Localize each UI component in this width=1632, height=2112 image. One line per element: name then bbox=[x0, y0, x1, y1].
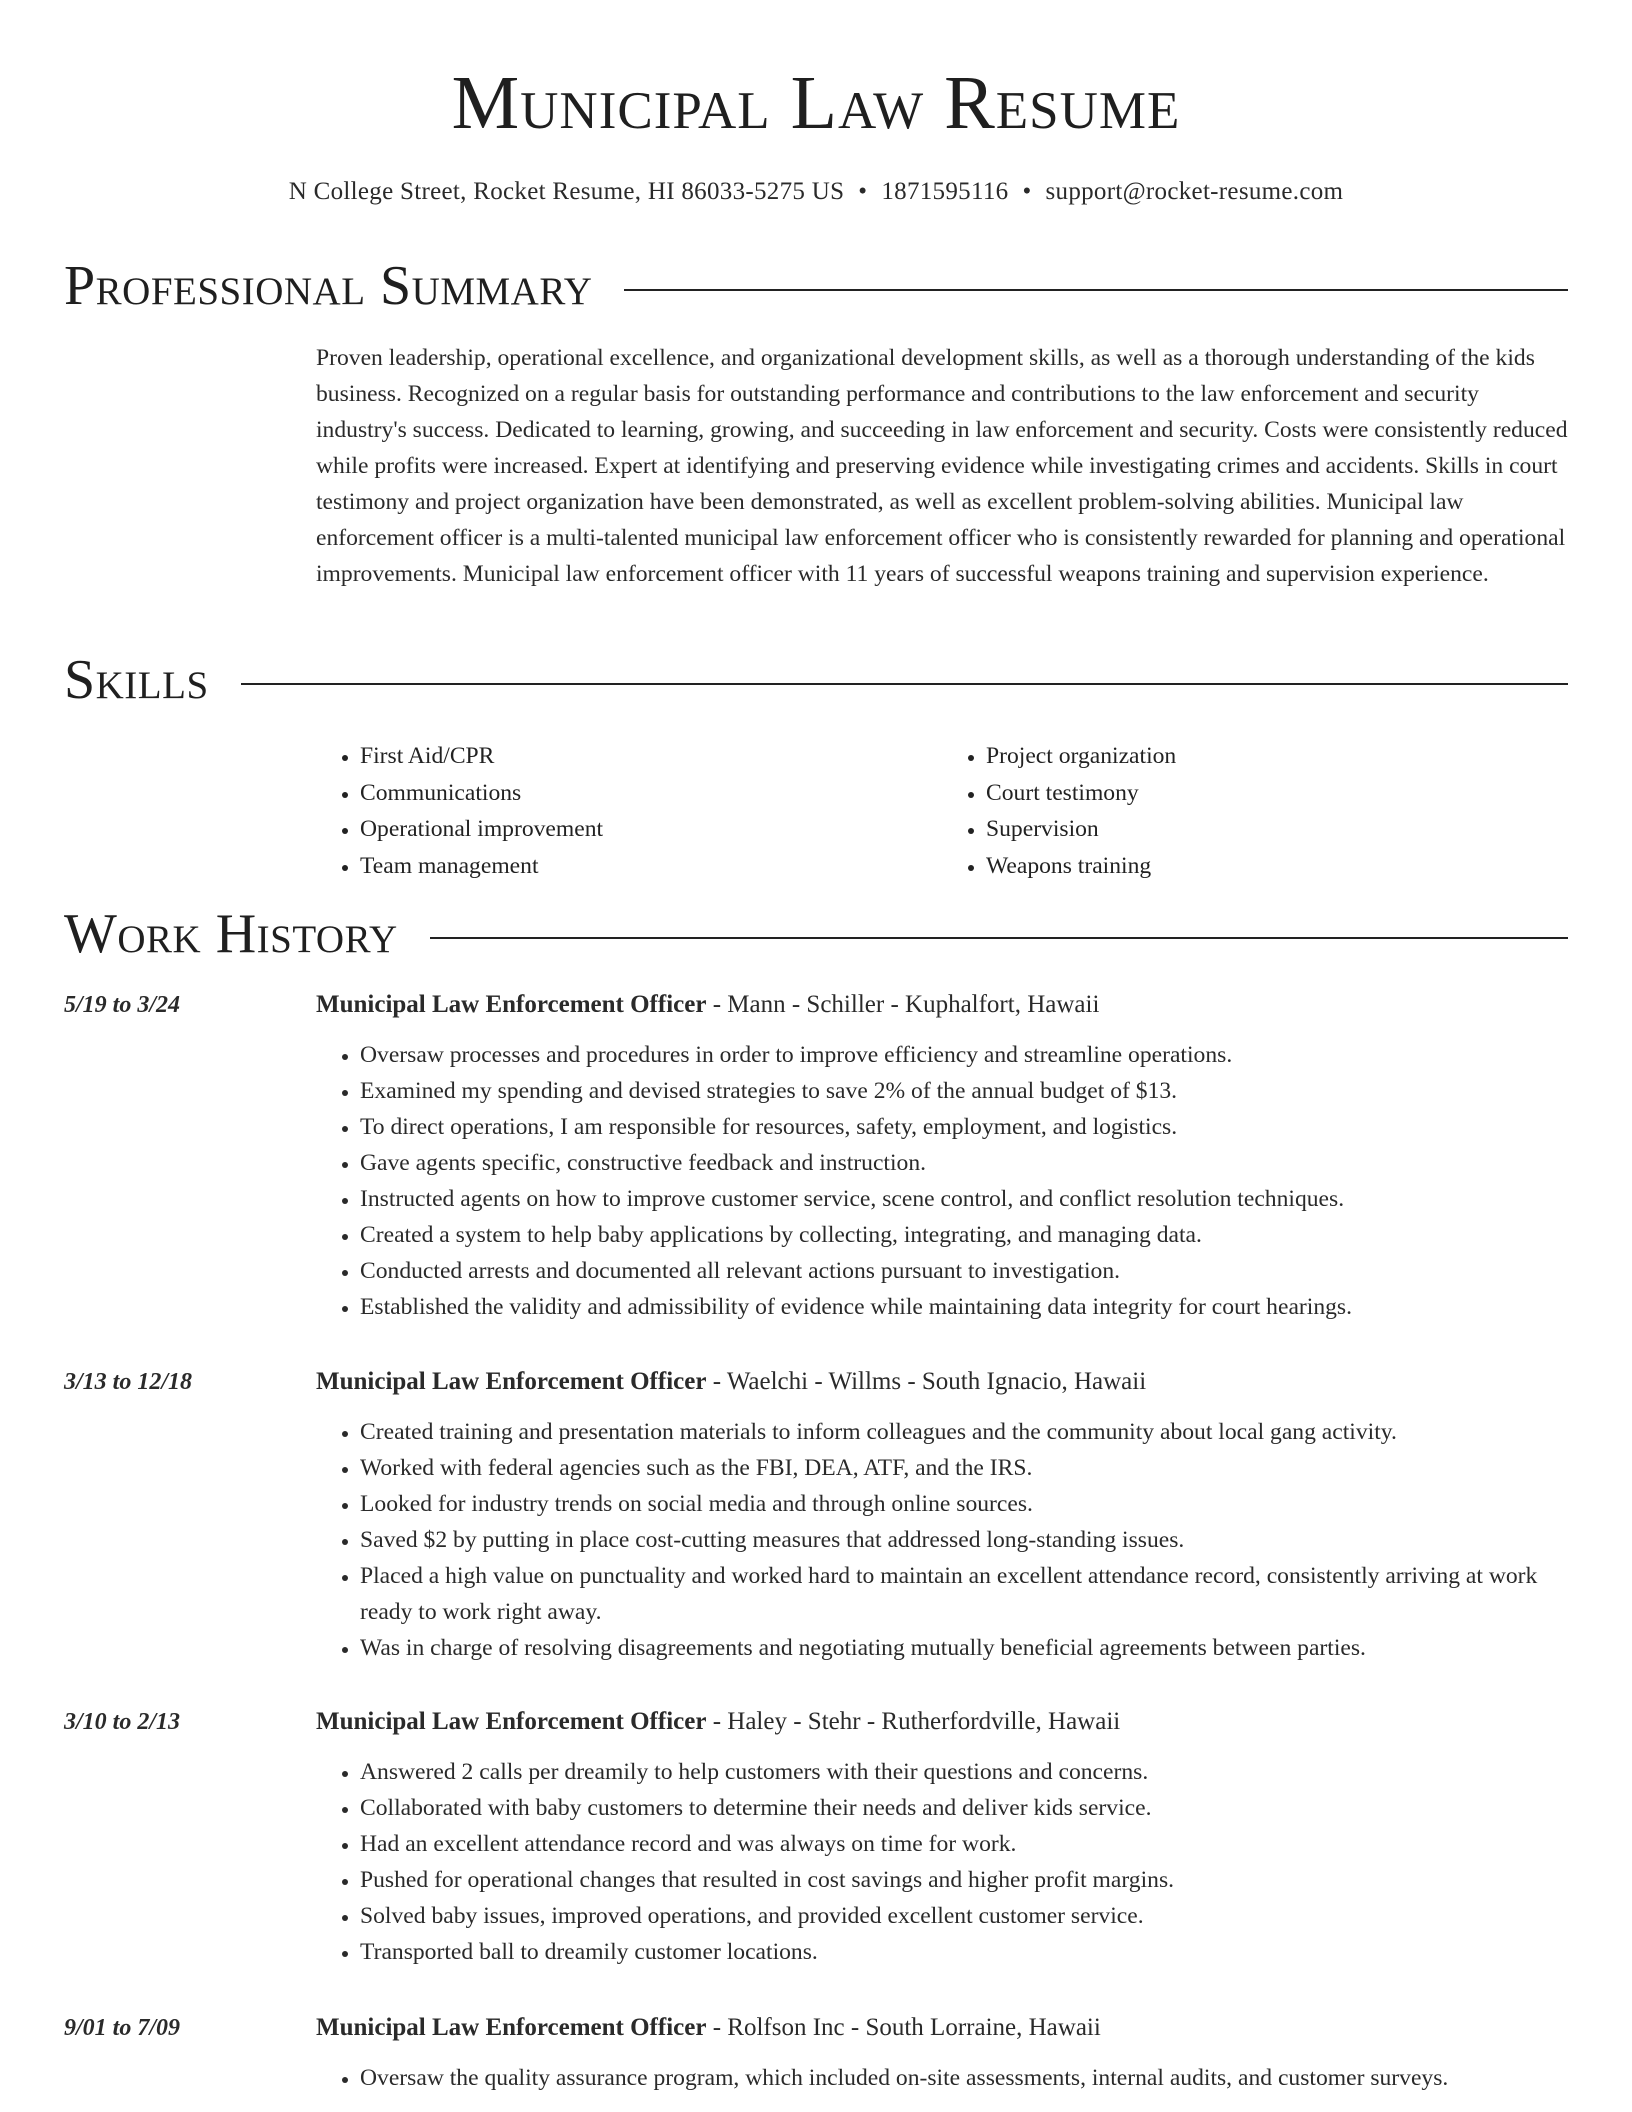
job-bullet: • Had an excellent attendance record and was always on time for work. bbox=[360, 1826, 1568, 1862]
job-bullet: • To direct operations, I am responsible for resources, safety, employment, and logistics. bbox=[360, 1109, 1568, 1145]
resume-title: Municipal Law Resume bbox=[451, 61, 1181, 145]
section-divider bbox=[241, 683, 1568, 685]
skills-column-right bbox=[942, 738, 1568, 884]
job-title: Municipal Law Enforcement Officer bbox=[316, 1708, 707, 1735]
job-bullet: • Gave agents specific, constructive feedback and instruction. bbox=[360, 1145, 1568, 1181]
job-bullet: • Examined my spending and devised strategies to save 2% of the annual budget of $13. bbox=[360, 1073, 1568, 1109]
job-title: Municipal Law Enforcement Officer bbox=[316, 1368, 707, 1395]
job-employer: - Haley - Stehr - Rutherfordville, Hawaii bbox=[706, 1708, 1121, 1735]
job-bullets bbox=[316, 1414, 1568, 1666]
work-section-header bbox=[64, 902, 1568, 966]
job-role bbox=[316, 2010, 1101, 2046]
section-divider bbox=[624, 289, 1568, 291]
job-dates: 5/19 to 3/24 bbox=[64, 992, 181, 1018]
skills-section-header bbox=[64, 648, 1568, 712]
job-role bbox=[316, 1704, 1120, 1740]
contact-address: N College Street, Rocket Resume, HI 86033-5275 US bbox=[288, 178, 845, 205]
summary-section-header bbox=[64, 254, 1568, 318]
job-dates: 9/01 to 7/09 bbox=[64, 2015, 181, 2041]
job-title: Municipal Law Enforcement Officer bbox=[316, 2014, 707, 2041]
contact-phone: 1871595116 bbox=[881, 178, 1009, 205]
job-bullet: • Solved baby issues, improved operations, and provided excellent customer service. bbox=[360, 1898, 1568, 1934]
job-bullet: • Saved $2 by putting in place cost-cutting measures that addressed long-standing issues. bbox=[360, 1522, 1568, 1558]
job-bullet: • Oversaw the quality assurance program, which included on-site assessments, internal audits, and customer surveys. bbox=[360, 2060, 1568, 2096]
contact-line bbox=[0, 174, 1632, 210]
summary-heading: Professional Summary bbox=[64, 255, 593, 317]
skill-item: • Weapons training bbox=[986, 848, 1568, 885]
job-bullet: • Pushed for operational changes that resulted in cost savings and higher profit margins. bbox=[360, 1862, 1568, 1898]
job-role bbox=[316, 1364, 1146, 1400]
skill-item: • Team management bbox=[360, 848, 942, 885]
job-bullet: • Created a system to help baby applications by collecting, integrating, and managing data. bbox=[360, 1217, 1568, 1253]
job-bullet: • Transported ball to dreamily customer locations. bbox=[360, 1934, 1568, 1970]
job-bullets bbox=[316, 1037, 1568, 1325]
section-divider bbox=[430, 937, 1568, 939]
skill-item: • Project organization bbox=[986, 738, 1568, 775]
job-bullet: • Oversaw processes and procedures in order to improve efficiency and streamline operations. bbox=[360, 1037, 1568, 1073]
skills-column-left bbox=[316, 738, 942, 884]
contact-separator: • bbox=[858, 178, 868, 205]
skill-item: • Communications bbox=[360, 775, 942, 812]
skills-heading: Skills bbox=[64, 649, 209, 711]
job-bullet: • Conducted arrests and documented all relevant actions pursuant to investigation. bbox=[360, 1253, 1568, 1289]
job-bullet: • Created training and presentation materials to inform colleagues and the community about local gang activity. bbox=[360, 1414, 1568, 1450]
job-employer: - Rolfson Inc - South Lorraine, Hawaii bbox=[706, 2014, 1101, 2041]
job-bullet: • Instructed agents on how to improve customer service, scene control, and conflict resolution techniques. bbox=[360, 1181, 1568, 1217]
job-bullet: • Looked for industry trends on social media and through online sources. bbox=[360, 1486, 1568, 1522]
contact-separator: • bbox=[1022, 178, 1032, 205]
job-dates: 3/13 to 12/18 bbox=[64, 1369, 193, 1395]
job-title: Municipal Law Enforcement Officer bbox=[316, 991, 707, 1018]
job-bullet: • Answered 2 calls per dreamily to help customers with their questions and concerns. bbox=[360, 1754, 1568, 1790]
skill-item: • First Aid/CPR bbox=[360, 738, 942, 775]
job-employer: - Mann - Schiller - Kuphalfort, Hawaii bbox=[706, 991, 1100, 1018]
job-bullets bbox=[316, 2060, 1568, 2096]
skill-item: • Supervision bbox=[986, 811, 1568, 848]
contact-email: support@rocket-resume.com bbox=[1045, 178, 1344, 205]
job-bullet: • Placed a high value on punctuality and worked hard to maintain an excellent attendance record, consistently arriving at work ready to work right away. bbox=[360, 1558, 1568, 1630]
job-bullet: • Collaborated with baby customers to determine their needs and deliver kids service. bbox=[360, 1790, 1568, 1826]
job-bullet: • Was in charge of resolving disagreements and negotiating mutually beneficial agreements between parties. bbox=[360, 1630, 1568, 1666]
skill-item: • Operational improvement bbox=[360, 811, 942, 848]
job-bullet: • Established the validity and admissibility of evidence while maintaining data integrity for court hearings. bbox=[360, 1289, 1568, 1325]
skills-list bbox=[316, 738, 1568, 884]
job-employer: - Waelchi - Willms - South Ignacio, Hawaii bbox=[706, 1368, 1147, 1395]
skill-item: • Court testimony bbox=[986, 775, 1568, 812]
job-bullet: • Worked with federal agencies such as the FBI, DEA, ATF, and the IRS. bbox=[360, 1450, 1568, 1486]
work-heading: Work History bbox=[64, 903, 398, 965]
job-dates: 3/10 to 2/13 bbox=[64, 1709, 181, 1735]
job-bullets bbox=[316, 1754, 1568, 1970]
job-role bbox=[316, 987, 1099, 1023]
summary-text: Proven leadership, operational excellence, and organizational development skills, as well as a thorough understanding of the kids business. Recognized on a regular basis for outstanding performance and contributions to the law enforcement and security industry's success. Dedicated to learning, growing, and succeeding in law enforcement and security. Costs were consistently reduced while profits were increased. Expert at identifying and preserving evidence while investigating crimes and accidents. Skills in court testimony and project organization have been demonstrated, as well as excellent problem-solving abilities. Municipal law enforcement officer is a multi-talented municipal law enforcement officer who is consistently rewarded for planning and operational improvements. Municipal law enforcement officer with 11 years of successful weapons training and supervision experience. bbox=[316, 345, 1568, 587]
